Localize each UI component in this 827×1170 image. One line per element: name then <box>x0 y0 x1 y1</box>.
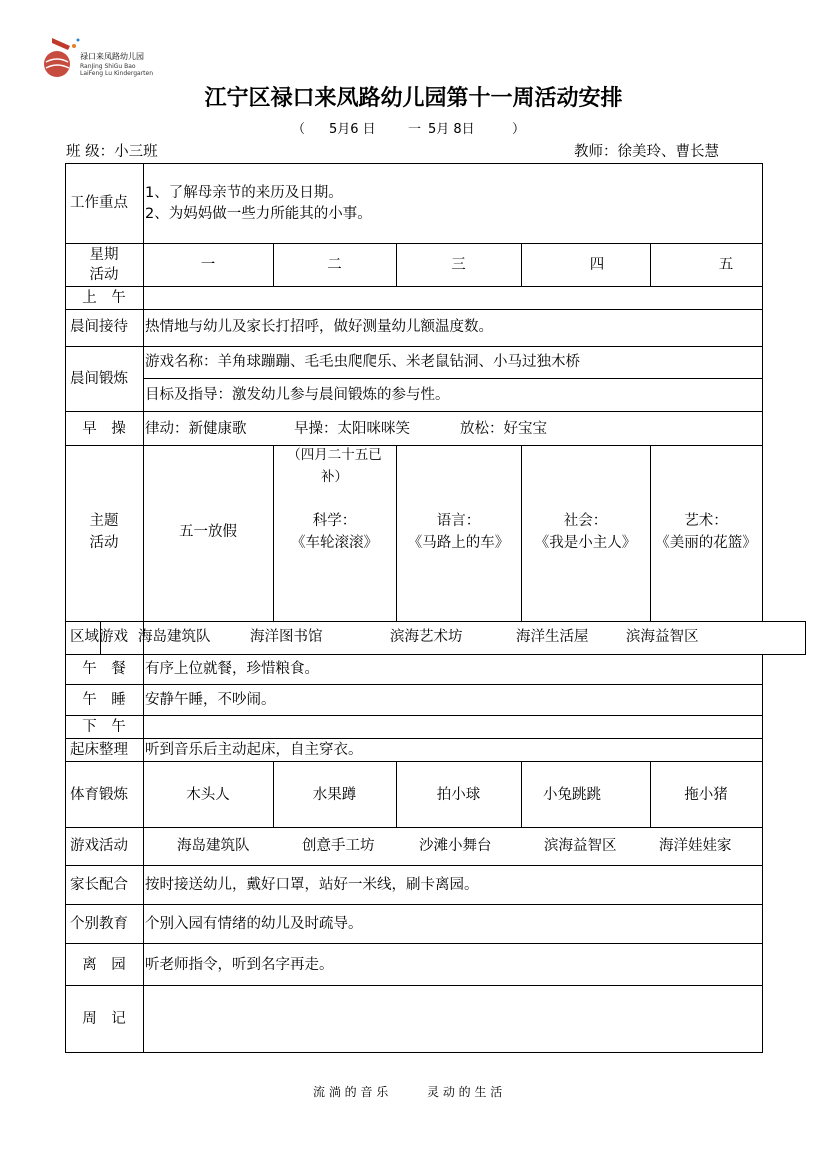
parents-text: 按时接送幼儿，戴好口罩，站好一米线，刷卡离园。 <box>145 877 479 893</box>
theme-fri-subject: 艺术： <box>684 513 728 529</box>
label-pe: 体育锻炼 <box>70 787 128 803</box>
kindergarten-logo <box>40 34 154 80</box>
theme-mon: 五一放假 <box>179 524 237 540</box>
theme-tue-note-2: 补） <box>321 469 348 485</box>
label-weekday: 星期 <box>89 247 119 263</box>
game-5: 海洋娃娃家 <box>659 838 732 854</box>
label-morning-exercise: 晨间锻炼 <box>70 371 128 387</box>
area-game-4: 海洋生活屋 <box>516 629 589 645</box>
music-note-logo-icon <box>40 34 82 80</box>
exercise-games: 游戏名称：羊角球蹦蹦、毛毛虫爬爬乐、米老鼠钻洞、小马过独木桥 <box>145 354 580 370</box>
reception-text: 热情地与幼儿及家长打招呼，做好测量幼儿额温度数。 <box>145 319 493 335</box>
area-game-3: 滨海艺术坊 <box>390 629 463 645</box>
nap-text: 安静午睡，不吵闹。 <box>145 692 276 708</box>
label-morning: 上 午 <box>82 290 126 306</box>
game-2: 创意手工坊 <box>302 838 375 854</box>
game-1: 海岛建筑队 <box>177 838 250 854</box>
label-nap: 午 睡 <box>82 692 126 708</box>
lunch-text: 有序上位就餐，珍惜粮食。 <box>145 661 319 677</box>
date-start: 5月6 日 <box>329 122 376 137</box>
pe-fri: 拖小猪 <box>684 787 728 803</box>
logo-name: 禄口来凤路幼儿园 <box>80 52 144 61</box>
exercise-goal: 目标及指导：激发幼儿参与晨间锻炼的参与性。 <box>145 387 450 403</box>
work-focus-item-2: 2、为妈妈做一些力所能其的小事。 <box>145 206 372 222</box>
theme-thu-subject: 社会： <box>563 513 608 529</box>
area-game-2: 海洋图书馆 <box>250 629 323 645</box>
date-end: 5月 8日 <box>428 122 475 137</box>
area-game-5: 滨海益智区 <box>626 629 699 645</box>
drill-rhythm: 律动：新健康歌 <box>145 421 247 437</box>
label-games: 游戏活动 <box>70 838 128 854</box>
theme-wed-subject: 语言： <box>436 513 481 529</box>
label-theme: 主题 <box>89 513 119 529</box>
theme-tue-note-1: （四月二十五已 <box>287 447 382 463</box>
individual-text: 个别入园有情绪的幼儿及时疏导。 <box>145 916 363 932</box>
label-lunch: 午 餐 <box>82 661 126 677</box>
game-3: 沙滩小舞台 <box>419 838 492 854</box>
date-close-paren: ） <box>512 122 526 137</box>
label-leave: 离 园 <box>82 957 126 973</box>
logo-subtitle-1: RanJing ShiGu Bao <box>80 63 136 70</box>
leave-text: 听老师指令，听到名字再走。 <box>145 957 334 973</box>
logo-subtitle-2: LaiFeng Lu Kindergarten <box>80 70 154 77</box>
date-dash: 一 <box>408 122 422 137</box>
theme-thu-title: 《我是小主人》 <box>534 535 637 551</box>
theme-wed-title: 《马路上的车》 <box>407 535 510 551</box>
label-activity: 活动 <box>89 267 119 283</box>
label-theme-activity: 活动 <box>89 535 119 551</box>
label-afternoon: 下 午 <box>82 719 126 735</box>
pe-wed: 拍小球 <box>436 787 481 803</box>
day-header-mon: 一 <box>200 257 216 273</box>
footer-motto-right: 灵 动 的 生 活 <box>427 1085 503 1099</box>
pe-tue: 水果蹲 <box>312 787 357 803</box>
day-header-wed: 三 <box>451 257 466 273</box>
label-morning-drill: 早 操 <box>82 421 126 437</box>
day-header-fri: 五 <box>718 257 734 273</box>
theme-tue-title: 《车轮滚滚》 <box>291 535 378 551</box>
label-weekly-note: 周 记 <box>82 1011 126 1027</box>
day-header-tue: 二 <box>327 257 342 273</box>
label-individual: 个别教育 <box>70 916 128 932</box>
pe-mon: 木头人 <box>186 787 230 803</box>
date-open-paren: （ <box>292 122 306 137</box>
label-parents: 家长配合 <box>70 877 128 893</box>
work-focus-item-1: 1、了解母亲节的来历及日期。 <box>145 185 343 201</box>
teacher-info: 教师：徐美玲、曹长慧 <box>574 144 719 160</box>
drill-exercise: 早操：太阳咪咪笑 <box>294 421 410 437</box>
pe-thu: 小兔跳跳 <box>543 787 601 803</box>
label-wakeup: 起床整理 <box>70 742 128 758</box>
label-area-game: 区域游戏 <box>70 629 128 645</box>
area-game-1: 海岛建筑队 <box>138 629 211 645</box>
footer-motto-left: 流 淌 的 音 乐 <box>313 1085 389 1099</box>
page-title: 江宁区禄口来凤路幼儿园第十一周活动安排 <box>204 86 623 111</box>
theme-fri-title: 《美丽的花篮》 <box>655 535 757 551</box>
theme-tue-subject: 科学： <box>312 513 357 529</box>
day-header-thu: 四 <box>589 257 605 273</box>
wakeup-text: 听到音乐后主动起床，自主穿衣。 <box>145 742 363 758</box>
drill-relax: 放松：好宝宝 <box>460 421 547 437</box>
class-info: 班 级：小三班 <box>66 144 158 160</box>
label-work-focus: 工作重点 <box>70 195 128 211</box>
label-reception: 晨间接待 <box>70 319 128 335</box>
game-4: 滨海益智区 <box>544 838 617 854</box>
